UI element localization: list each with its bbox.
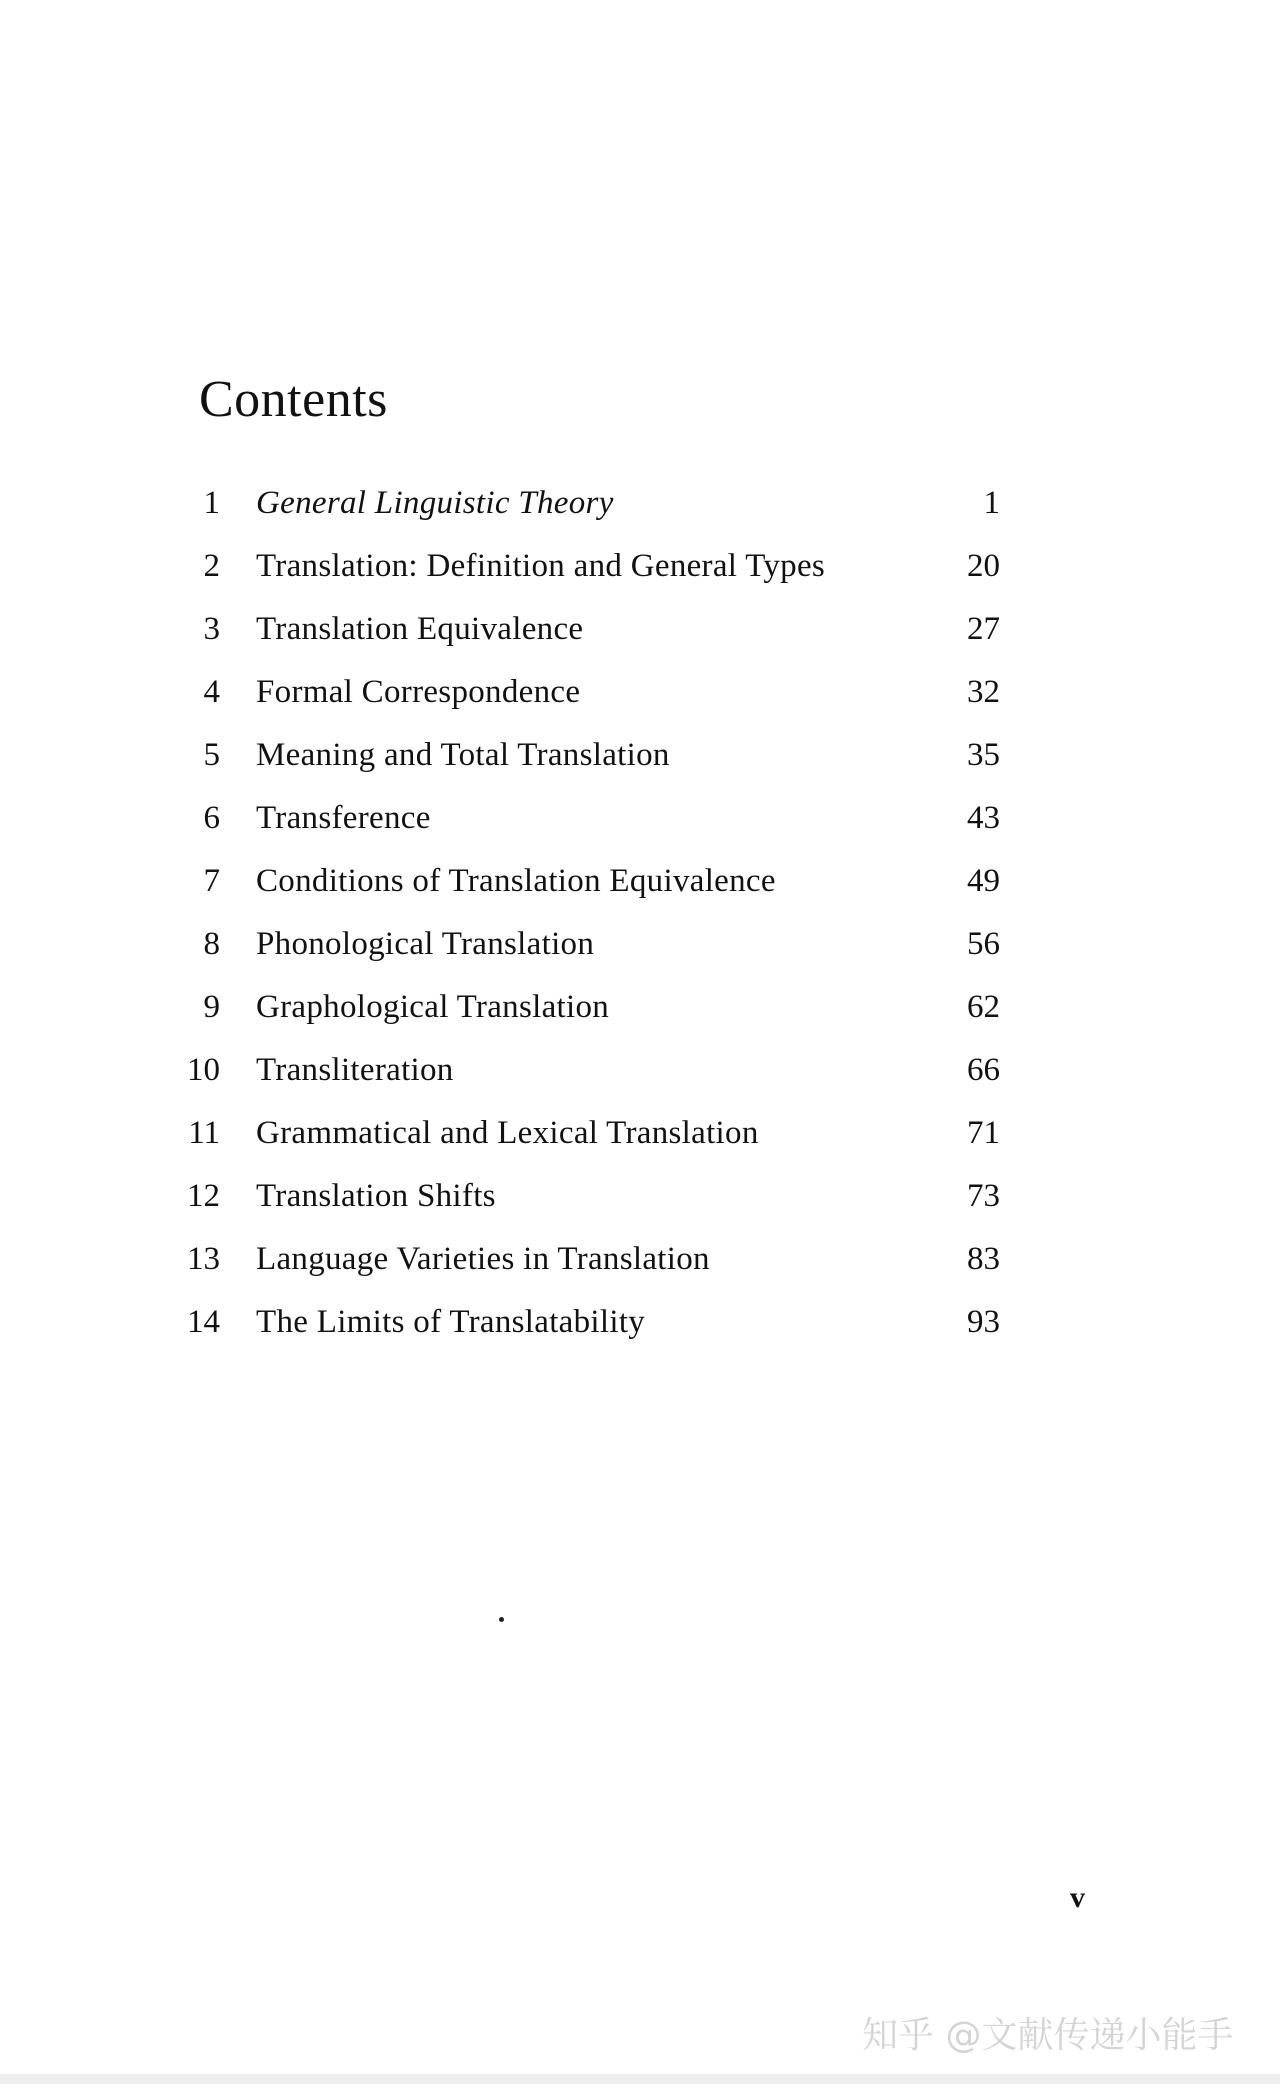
page-folio: v xyxy=(1070,1881,1085,1914)
page-number: 62 xyxy=(967,989,1000,1025)
chapter-number: 11 xyxy=(188,1115,220,1151)
page-number: 20 xyxy=(967,548,1000,584)
page-number: 32 xyxy=(967,674,1000,710)
chapter-title: Formal Correspondence xyxy=(256,674,581,710)
table-of-contents xyxy=(180,478,1010,1360)
chapter-title: Translation Equivalence xyxy=(256,611,584,647)
page-number: 56 xyxy=(967,926,1000,962)
chapter-title: Transliteration xyxy=(256,1052,454,1088)
toc-entry xyxy=(180,856,1010,919)
page-number: 93 xyxy=(967,1304,1000,1340)
toc-entry xyxy=(180,1297,1010,1360)
toc-entry xyxy=(180,478,1010,541)
toc-entry xyxy=(180,982,1010,1045)
page-number: 49 xyxy=(967,863,1000,899)
page-number: 83 xyxy=(967,1241,1000,1277)
chapter-title: Meaning and Total Translation xyxy=(256,737,670,773)
toc-entry xyxy=(180,1108,1010,1171)
chapter-number: 10 xyxy=(187,1052,220,1088)
chapter-number: 13 xyxy=(187,1241,220,1277)
chapter-number: 2 xyxy=(203,548,220,584)
chapter-title: Grammatical and Lexical Translation xyxy=(256,1115,759,1151)
page-number: 73 xyxy=(967,1178,1000,1214)
stray-dot xyxy=(499,1617,504,1622)
chapter-title: Translation Shifts xyxy=(256,1178,496,1214)
chapter-title: Conditions of Translation Equivalence xyxy=(256,863,776,899)
chapter-title: Transference xyxy=(256,800,431,836)
chapter-number: 6 xyxy=(203,800,220,836)
page-number: 1 xyxy=(983,485,1000,521)
chapter-number: 14 xyxy=(187,1304,220,1340)
toc-entry xyxy=(180,667,1010,730)
toc-entry xyxy=(180,793,1010,856)
toc-entry xyxy=(180,919,1010,982)
chapter-title: Language Varieties in Translation xyxy=(256,1241,710,1277)
chapter-number: 8 xyxy=(203,926,220,962)
chapter-title: Phonological Translation xyxy=(256,926,595,962)
toc-entry xyxy=(180,604,1010,667)
chapter-title: The Limits of Translatability xyxy=(256,1304,646,1340)
chapter-number: 4 xyxy=(203,674,220,710)
chapter-number: 3 xyxy=(203,611,220,647)
watermark-text: 知乎 @文献传递小能手 xyxy=(862,2015,1234,2056)
page-number: 71 xyxy=(967,1115,1000,1151)
chapter-number: 7 xyxy=(203,863,220,899)
chapter-title: Graphological Translation xyxy=(256,989,610,1025)
contents-heading: Contents xyxy=(199,371,388,428)
toc-entry xyxy=(180,1045,1010,1108)
chapter-number: 5 xyxy=(203,737,220,773)
page-number: 66 xyxy=(967,1052,1000,1088)
toc-entry xyxy=(180,1171,1010,1234)
chapter-number: 12 xyxy=(187,1178,220,1214)
chapter-number: 9 xyxy=(203,989,220,1025)
toc-entry xyxy=(180,541,1010,604)
page-number: 35 xyxy=(967,737,1000,773)
toc-entry xyxy=(180,730,1010,793)
chapter-title: Translation: Definition and General Types xyxy=(256,548,826,584)
page-number: 43 xyxy=(967,800,1000,836)
chapter-title: General Linguistic Theory xyxy=(256,485,614,521)
page-number: 27 xyxy=(967,611,1000,647)
chapter-number: 1 xyxy=(203,485,220,521)
toc-entry xyxy=(180,1234,1010,1297)
bottom-edge-strip xyxy=(0,2074,1280,2084)
